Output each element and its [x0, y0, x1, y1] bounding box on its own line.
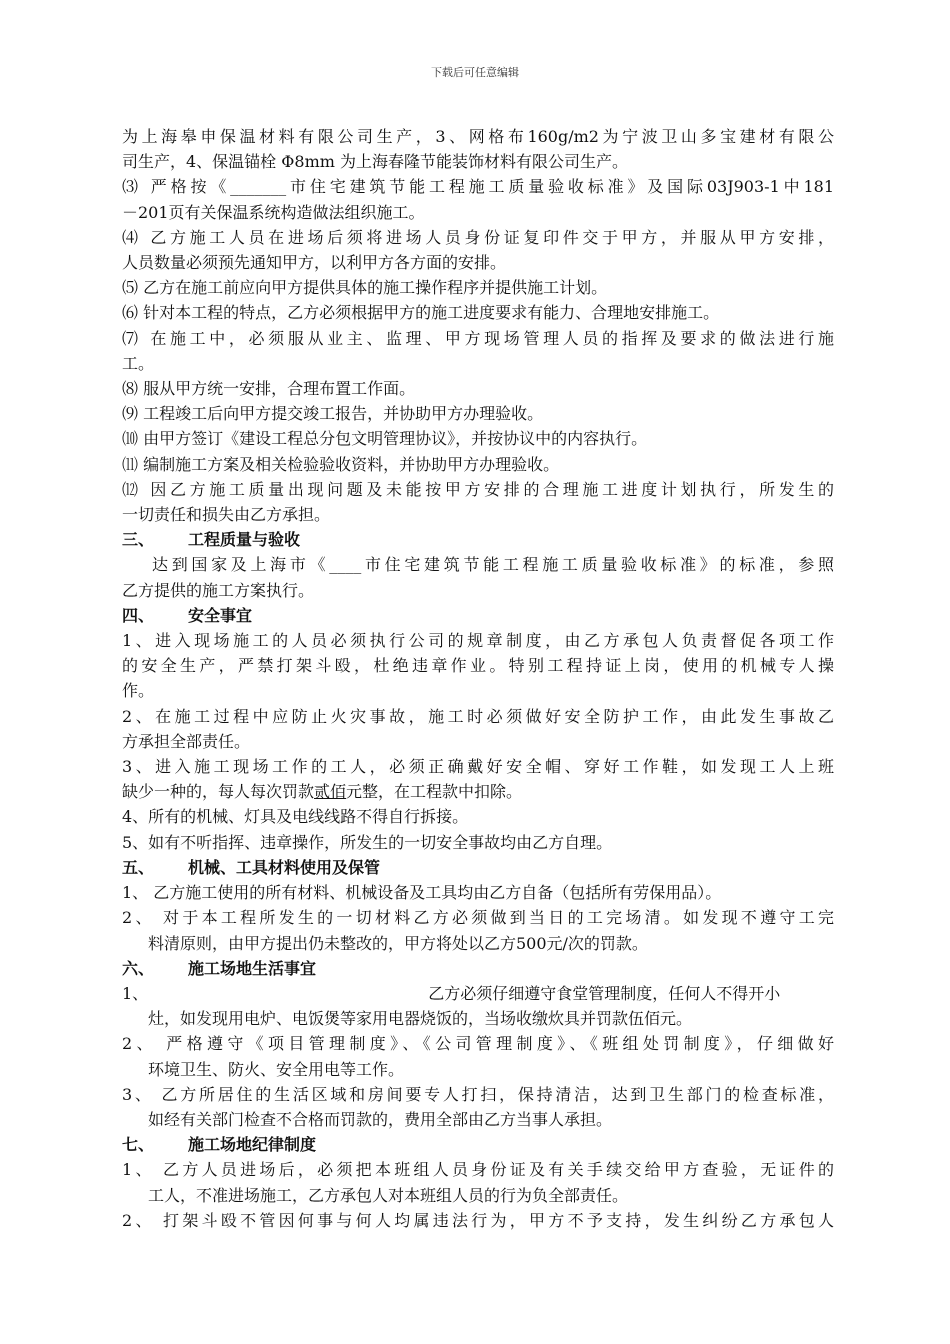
text-line: 5、如有不听指挥、违章操作，所发生的一切安全事故均由乙方自理。 — [122, 832, 613, 852]
section-number: 六、 — [122, 958, 155, 978]
text-line: 1、进入现场施工的人员必须执行公司的规章制度，由乙方承包人负责督促各项工作 — [122, 631, 834, 651]
section-heading — [122, 603, 834, 628]
text-line: 工。 — [122, 353, 155, 373]
text-line: 的安全生产，严禁打架斗殴，杜绝违章作业。特别工程持证上岗，使用的机械专人操 — [122, 656, 834, 676]
text-line: 乙方提供的施工方案执行。 — [122, 580, 315, 600]
document-body — [122, 124, 834, 1233]
text-line: －201页有关保温系统构造做法组织施工。 — [122, 202, 425, 222]
text-line: ⑸ 乙方在施工前应向甲方提供具体的施工操作程序并提供施工计划。 — [122, 278, 608, 298]
text-line: ⑻ 服从甲方统一安排，合理布置工作面。 — [122, 379, 416, 399]
text-line: 如经有关部门检查不合格而罚款的，费用全部由乙方当事人承担。 — [148, 1109, 613, 1129]
page-header: 下载后可任意编辑 — [431, 66, 519, 79]
section-title: 工程质量与验收 — [188, 530, 301, 550]
text-line: 一切责任和损失由乙方承担。 — [122, 505, 331, 525]
text-line: 方承担全部责任。 — [122, 731, 251, 751]
text-line: ⑶ 严格按《_______市住宅建筑节能工程施工质量验收标准》及国际03J903-1中181 — [122, 177, 834, 197]
text-line: 4、所有的机械、灯具及电线线路不得自行拆接。 — [122, 807, 469, 827]
section-heading — [122, 855, 834, 880]
section-number: 五、 — [122, 857, 155, 877]
text-line: ⑷ 乙方施工人员在进场后须将进场人员身份证复印件交于甲方，并服从甲方安排， — [122, 227, 834, 247]
text-line: 工人，不准进场施工，乙方承包人对本班组人员的行为负全部责任。 — [148, 1185, 629, 1205]
text-line: 2、在施工过程中应防止火灾事故，施工时必须做好安全防护工作，由此发生事故乙 — [122, 706, 834, 726]
text-line: 灶，如发现用电炉、电饭煲等家用电器烧饭的，当场收缴炊具并罚款伍佰元。 — [148, 1009, 693, 1029]
text-line: ⑽ 由甲方签订《建设工程总分包文明管理协议》，并按协议中的内容执行。 — [122, 429, 648, 449]
section-number: 七、 — [122, 1135, 155, 1155]
section-heading — [122, 527, 834, 552]
text-line: 作。 — [122, 681, 155, 701]
section-heading — [122, 1132, 834, 1157]
section-heading — [122, 956, 834, 981]
text-line: ⑿ 因乙方施工质量出现问题及未能按甲方安排的合理施工进度计划执行，所发生的 — [122, 479, 834, 499]
section-title: 安全事宜 — [188, 605, 253, 625]
text-line: ⑹ 针对本工程的特点，乙方必须根据甲方的施工进度要求有能力、合理地安排施工。 — [122, 303, 720, 323]
text-line: 2、 严格遵守《项目管理制度》、《公司管理制度》、《班组处罚制度》，仔细做好 — [122, 1034, 834, 1054]
text-line: 1、 乙方必须仔细遵守食堂管理制度，任何人不得开小 — [122, 983, 781, 1003]
text-line: 为上海皋申保温材料有限公司生产，3、网格布160g/m2为宁波卫山多宝建材有限公 — [122, 127, 834, 146]
text-line: ⑺ 在施工中，必须服从业主、监理、甲方现场管理人员的指挥及要求的做法进行施 — [122, 328, 834, 348]
text-line: 司生产，4、保温锚栓 Φ8mm 为上海春隆节能装饰材料有限公司生产。 — [122, 152, 628, 172]
text-line: 1、 乙方施工使用的所有材料、机械设备及工具均由乙方自备（包括所有劳保用品）。 — [122, 883, 722, 903]
text-line: 3、 乙方所居住的生活区域和房间要专人打扫，保持清洁，达到卫生部门的检查标准， — [122, 1084, 834, 1104]
underlined-amount: 贰佰 — [314, 782, 347, 802]
section-title: 施工场地生活事宜 — [188, 958, 317, 978]
text-line: 料清原则，由甲方提出仍未整改的，甲方将处以乙方500元/次的罚款。 — [148, 933, 648, 953]
text-line: 缺少一种的，每人每次罚款贰佰元整，在工程款中扣除。 — [122, 782, 523, 802]
text-line: 3、进入施工现场工作的工人，必须正确戴好安全帽、穿好工作鞋，如发现工人上班 — [122, 757, 834, 777]
section-title: 施工场地纪律制度 — [188, 1135, 317, 1155]
text-line: 达到国家及上海市《____市住宅建筑节能工程施工质量验收标准》的标准，参照 — [152, 555, 834, 575]
text-line: ⑼ 工程竣工后向甲方提交竣工报告，并协助甲方办理验收。 — [122, 404, 544, 424]
text-line: 2、 对于本工程所发生的一切材料乙方必须做到当日的工完场清。如发现不遵守工完 — [122, 908, 834, 928]
text-line: ⑾ 编制施工方案及相关检验验收资料，并协助甲方办理验收。 — [122, 454, 560, 474]
text-line: 环境卫生、防火、安全用电等工作。 — [148, 1059, 405, 1079]
section-number: 四、 — [122, 605, 155, 625]
text-line: 1、 乙方人员进场后，必须把本班组人员身份证及有关手续交给甲方查验，无证件的 — [122, 1160, 834, 1180]
section-number: 三、 — [122, 530, 155, 550]
section-title: 机械、工具材料使用及保管 — [188, 857, 381, 877]
text-line: 2、 打架斗殴不管因何事与何人均属违法行为，甲方不予支持，发生纠纷乙方承包人 — [122, 1210, 834, 1230]
text-line: 人员数量必须预先通知甲方，以利甲方各方面的安排。 — [122, 253, 507, 273]
